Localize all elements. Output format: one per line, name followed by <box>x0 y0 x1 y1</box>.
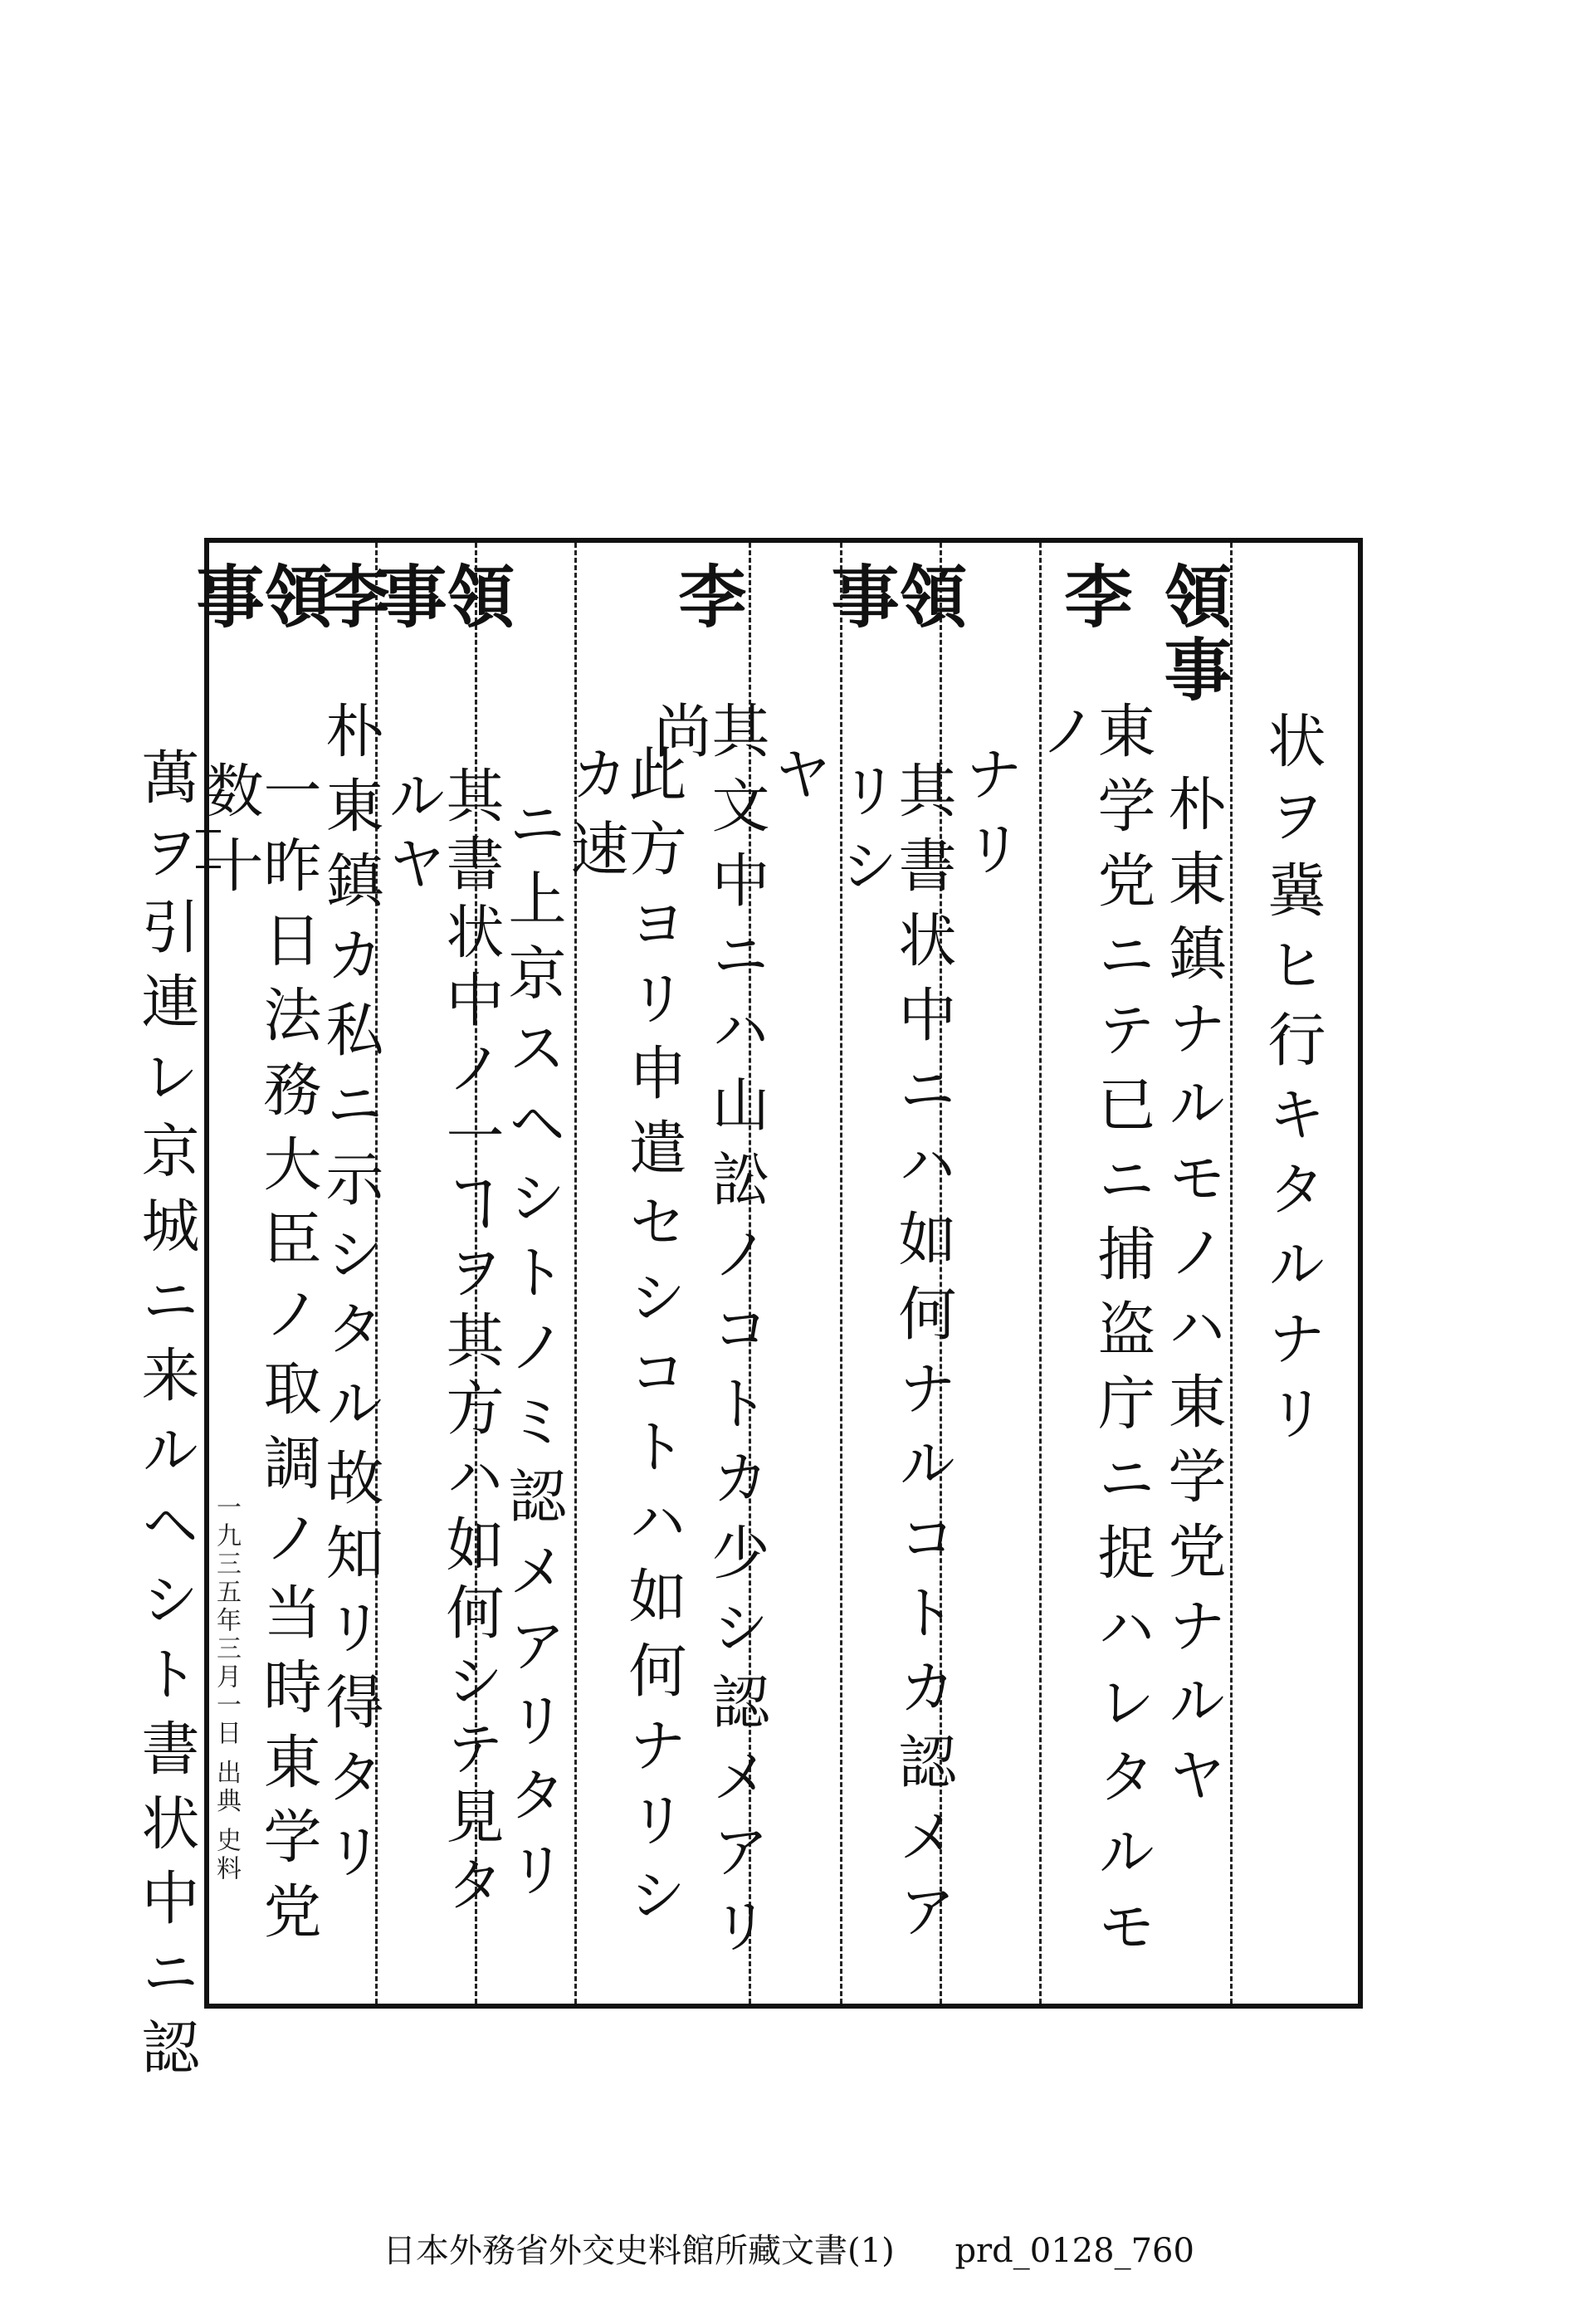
column-text: 朴東鎮カ私ニ示シタル故知リ得タリ <box>316 701 384 1896</box>
text-column <box>368 561 515 1985</box>
column-text: 朴東鎮ナルモノハ東学党ナルヤ <box>1159 774 1227 1819</box>
speaker-label: 李 <box>667 561 747 634</box>
column-text: ナリ <box>955 744 1023 893</box>
text-column <box>948 561 1031 1985</box>
text-column <box>820 561 968 1985</box>
column-text: 其文中ニハ山訟ノコトカ少シ認メアリ尚 <box>644 701 770 1970</box>
column-text: 一昨日法務大臣ノ取調ノ当時東学党数十 <box>196 760 322 1956</box>
speaker-label: 領事 <box>185 561 333 634</box>
footer-title: 日本外務省外交史料館所藏文書(1) <box>383 2232 895 2270</box>
speaker-label: 李 <box>310 561 390 634</box>
column-text: 萬ヲ引連レ京城ニ来ルヘシト書状中ニ認 <box>132 747 200 2092</box>
column-text: 此方ヨリ申遣セシコトハ如何ナリシカ速 <box>561 744 687 1939</box>
footer-id: prd_0128_760 <box>954 2232 1194 2270</box>
page-footer <box>0 2224 1577 2272</box>
speaker-label: 領事 <box>368 561 515 634</box>
column-text: ニ上京スヘシトノミ認メアリタリ <box>499 793 567 1914</box>
column-text: 状ヲ冀ヒ行キタルナリ <box>1258 710 1326 1457</box>
manuscript-frame <box>185 538 1363 2009</box>
speaker-label: 李 <box>1053 561 1133 634</box>
text-column <box>1147 561 1238 1985</box>
column-text: ヤ <box>764 744 832 818</box>
binding-mark <box>196 830 221 868</box>
column-text: 其書状中ノ一ヿヲ其方ハ如何シテ見タルヤ <box>378 765 505 1923</box>
speaker-label: 領事 <box>1153 561 1233 707</box>
text-column <box>124 747 208 2306</box>
text-column <box>561 561 687 1985</box>
text-column <box>1030 561 1156 1985</box>
margin-note: 一九三五年三月一日 出典 史料 <box>212 1494 241 1884</box>
text-column <box>1247 561 1338 1985</box>
column-text: 其書状中ニハ如何ナルコトカ認メアリシ <box>831 760 957 1956</box>
speaker-label: 領事 <box>820 561 968 634</box>
column-text: 東学党ニテ已ニ捕盗庁ニ捉ハレタルモノ <box>1030 701 1156 1970</box>
